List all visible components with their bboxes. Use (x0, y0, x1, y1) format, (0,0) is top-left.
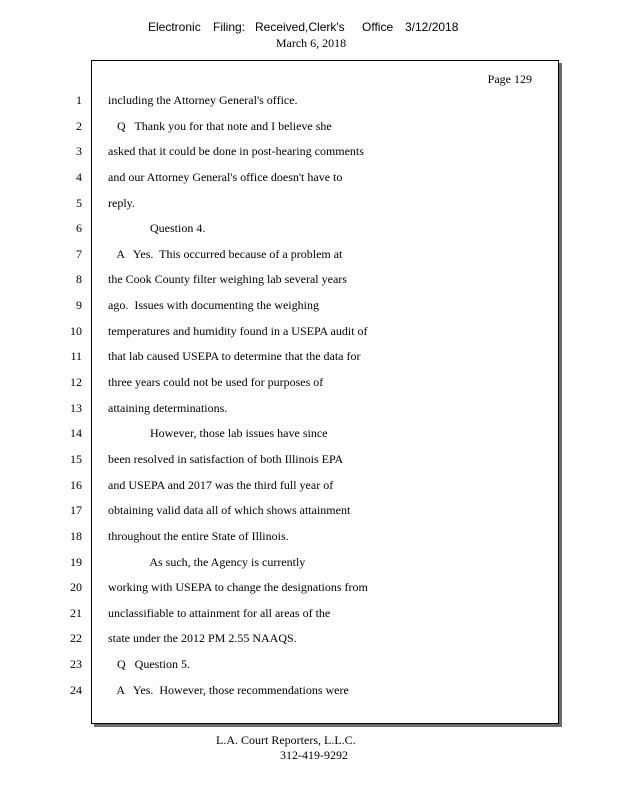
transcript-line (0, 324, 618, 350)
footer-phone-text: 312-419-9292 (280, 748, 348, 762)
line-text: asked that it could be done in post-hearing comments (108, 144, 364, 159)
transcript-line (0, 170, 618, 196)
transcript-line (0, 247, 618, 273)
stamp-date: 3/12/2018 (405, 20, 459, 34)
line-text: Q Question 5. (108, 657, 190, 672)
transcript-line (0, 631, 618, 657)
line-number: 8 (76, 272, 82, 287)
transcript-line (0, 93, 618, 119)
line-number: 13 (70, 400, 82, 415)
stamp-word: Electronic (148, 20, 201, 34)
line-text: and USEPA and 2017 was the third full year of (108, 477, 334, 492)
line-text: As such, the Agency is currently (108, 554, 306, 569)
transcript-lines (0, 93, 618, 708)
line-number: 22 (70, 631, 82, 646)
line-number: 17 (70, 503, 82, 518)
line-text: been resolved in satisfaction of both Illinois EPA (108, 451, 344, 466)
line-text: However, those lab issues have since (108, 426, 328, 441)
line-number: 16 (70, 477, 82, 492)
stamp-word: Received,Clerk's (255, 20, 345, 34)
transcript-line (0, 503, 618, 529)
line-number: 24 (70, 682, 82, 697)
line-number: 1 (76, 93, 82, 107)
line-number: 11 (70, 349, 82, 364)
line-text: Question 4. (108, 221, 206, 236)
transcript-line (0, 529, 618, 555)
hearing-date: March 6, 2018 (275, 36, 347, 50)
line-number: 19 (70, 554, 82, 569)
transcript-line (0, 119, 618, 145)
transcript-line (0, 555, 618, 581)
line-text: three years could not be used for purposes of (108, 375, 324, 390)
transcript-line (0, 452, 618, 478)
line-text: ago. Issues with documenting the weighing (108, 298, 319, 313)
line-text: that lab caused USEPA to determine that the data for (108, 349, 361, 364)
line-number: 5 (76, 195, 82, 210)
transcript-line (0, 606, 618, 632)
line-number: 23 (70, 657, 82, 672)
page-number: Page 129 (487, 72, 532, 86)
stamp-word: Filing: (213, 20, 246, 34)
line-text: A Yes. However, those recommendations were (108, 682, 349, 697)
line-text: the Cook County filter weighing lab several years (108, 272, 347, 287)
line-number: 9 (76, 298, 82, 313)
line-text: unclassifiable to attainment for all areas of the (108, 605, 331, 620)
transcript-line (0, 375, 618, 401)
transcript-line (0, 272, 618, 298)
line-number: 6 (76, 221, 82, 236)
line-text: including the Attorney General's office. (108, 93, 298, 107)
transcript-line (0, 144, 618, 170)
transcript-line (0, 580, 618, 606)
line-text: and our Attorney General's office doesn't have to (108, 169, 343, 184)
line-text: throughout the entire State of Illinois. (108, 528, 289, 543)
line-text: obtaining valid data all of which shows attainment (108, 503, 351, 518)
header-date (0, 36, 618, 51)
line-number: 14 (70, 426, 82, 441)
line-number: 18 (70, 528, 82, 543)
stamp-word: Office (362, 20, 394, 34)
line-number: 20 (70, 580, 82, 595)
transcript-line (0, 196, 618, 222)
footer-company-text: L.A. Court Reporters, L.L.C. (216, 733, 356, 747)
transcript-line (0, 426, 618, 452)
line-text: Q Thank you for that note and I believe she (108, 118, 332, 133)
line-number: 3 (76, 144, 82, 159)
transcript-line (0, 349, 618, 375)
line-text: attaining determinations. (108, 400, 228, 415)
transcript-line (0, 683, 618, 709)
line-number: 12 (70, 375, 82, 390)
line-number: 10 (70, 323, 82, 338)
transcript-line (0, 657, 618, 683)
line-text: temperatures and humidity found in a USEPA audit of (108, 323, 368, 338)
line-number: 4 (76, 169, 82, 184)
line-text: A Yes. This occurred because of a problem at (108, 246, 343, 261)
line-text: working with USEPA to change the designations from (108, 580, 368, 595)
transcript-line (0, 221, 618, 247)
line-text: state under the 2012 PM 2.55 NAAQS. (108, 631, 297, 646)
line-text: reply. (108, 195, 135, 210)
line-number: 21 (70, 605, 82, 620)
line-number: 2 (76, 118, 82, 133)
transcript-line (0, 401, 618, 427)
transcript-line (0, 478, 618, 504)
line-number: 15 (70, 451, 82, 466)
line-number: 7 (76, 246, 82, 261)
transcript-line (0, 298, 618, 324)
